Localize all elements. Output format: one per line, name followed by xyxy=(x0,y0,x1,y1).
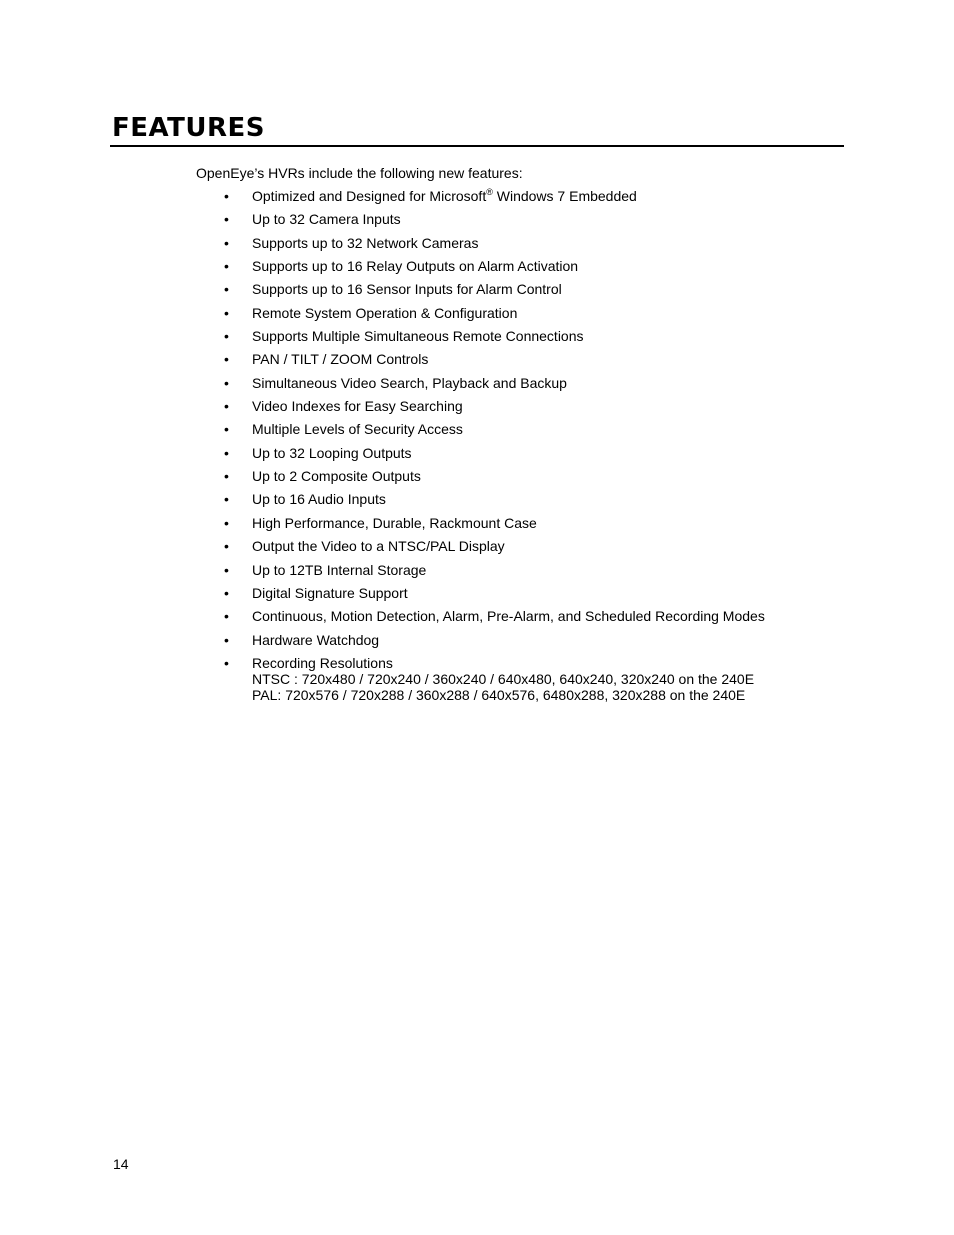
bullet-icon: • xyxy=(224,281,229,298)
list-item xyxy=(224,281,765,304)
list-item xyxy=(224,585,765,608)
intro-text: OpenEye’s HVRs include the following new features: xyxy=(196,165,523,181)
feature-text: Up to 2 Composite Outputs xyxy=(252,468,421,485)
bullet-icon: • xyxy=(224,561,229,578)
feature-text: Remote System Operation & Configuration xyxy=(252,304,518,321)
feature-list xyxy=(224,188,765,703)
feature-text: Supports up to 32 Network Cameras xyxy=(252,234,479,251)
bullet-icon: • xyxy=(224,514,229,531)
bullet-icon: • xyxy=(224,351,229,368)
list-item-resolutions xyxy=(224,655,765,703)
bullet-icon: • xyxy=(224,631,229,648)
list-item xyxy=(224,421,765,444)
list-item xyxy=(224,305,765,328)
feature-text: Up to 12TB Internal Storage xyxy=(252,561,427,578)
bullet-icon: • xyxy=(224,188,229,204)
bullet-icon: • xyxy=(224,654,229,671)
feature-text: Video Indexes for Easy Searching xyxy=(252,398,463,415)
title-underline xyxy=(110,145,844,147)
feature-text: Multiple Levels of Security Access xyxy=(252,421,463,438)
feature-text: Supports up to 16 Sensor Inputs for Alarm Control xyxy=(252,281,562,298)
page-number: 14 xyxy=(113,1156,129,1172)
feature-text: Optimized and Designed for Microsoft xyxy=(252,188,487,204)
feature-text: Continuous, Motion Detection, Alarm, Pre-Alarm, and Scheduled Recording Modes xyxy=(252,608,765,625)
bullet-icon: • xyxy=(224,608,229,625)
list-item xyxy=(224,328,765,351)
list-item xyxy=(224,258,765,281)
list-item xyxy=(224,235,765,258)
bullet-icon: • xyxy=(224,444,229,461)
registered-mark: ® xyxy=(486,187,493,197)
list-item xyxy=(224,468,765,491)
bullet-icon: • xyxy=(224,491,229,508)
list-item xyxy=(224,445,765,468)
list-item xyxy=(224,351,765,374)
list-item xyxy=(224,562,765,585)
section-title: FEATURES xyxy=(112,113,265,143)
list-item xyxy=(224,211,765,234)
feature-text: Supports up to 16 Relay Outputs on Alarm Activation xyxy=(252,258,579,275)
bullet-icon: • xyxy=(224,374,229,391)
feature-text: Windows 7 Embedded xyxy=(492,188,637,204)
bullet-icon: • xyxy=(224,258,229,275)
ntsc-resolutions: NTSC : 720x480 / 720x240 / 360x240 / 640x480, 640x240, 320x240 on the 240E xyxy=(252,670,755,687)
bullet-icon: • xyxy=(224,234,229,251)
feature-text: High Performance, Durable, Rackmount Case xyxy=(252,514,537,531)
bullet-icon: • xyxy=(224,398,229,415)
list-item xyxy=(224,188,765,211)
list-item xyxy=(224,375,765,398)
feature-text: Digital Signature Support xyxy=(252,584,408,601)
feature-text: PAN / TILT / ZOOM Controls xyxy=(252,351,429,368)
list-item xyxy=(224,491,765,514)
feature-text: Simultaneous Video Search, Playback and Backup xyxy=(252,374,567,391)
bullet-icon: • xyxy=(224,304,229,321)
feature-text: Up to 32 Camera Inputs xyxy=(252,211,401,228)
bullet-icon: • xyxy=(224,584,229,601)
bullet-icon: • xyxy=(224,538,229,555)
list-item xyxy=(224,538,765,561)
list-item xyxy=(224,608,765,631)
list-item xyxy=(224,515,765,538)
list-item xyxy=(224,398,765,421)
bullet-icon: • xyxy=(224,328,229,345)
pal-resolutions: PAL: 720x576 / 720x288 / 360x288 / 640x576, 6480x288, 320x288 on the 240E xyxy=(252,686,746,703)
feature-text: Hardware Watchdog xyxy=(252,631,380,648)
feature-text: Output the Video to a NTSC/PAL Display xyxy=(252,538,505,555)
feature-text: Up to 32 Looping Outputs xyxy=(252,444,412,461)
bullet-icon: • xyxy=(224,211,229,228)
list-item xyxy=(224,632,765,655)
bullet-icon: • xyxy=(224,468,229,485)
bullet-icon: • xyxy=(224,421,229,438)
feature-text: Supports Multiple Simultaneous Remote Connections xyxy=(252,328,584,345)
feature-text: Up to 16 Audio Inputs xyxy=(252,491,386,508)
resolutions-label: Recording Resolutions xyxy=(252,654,393,671)
